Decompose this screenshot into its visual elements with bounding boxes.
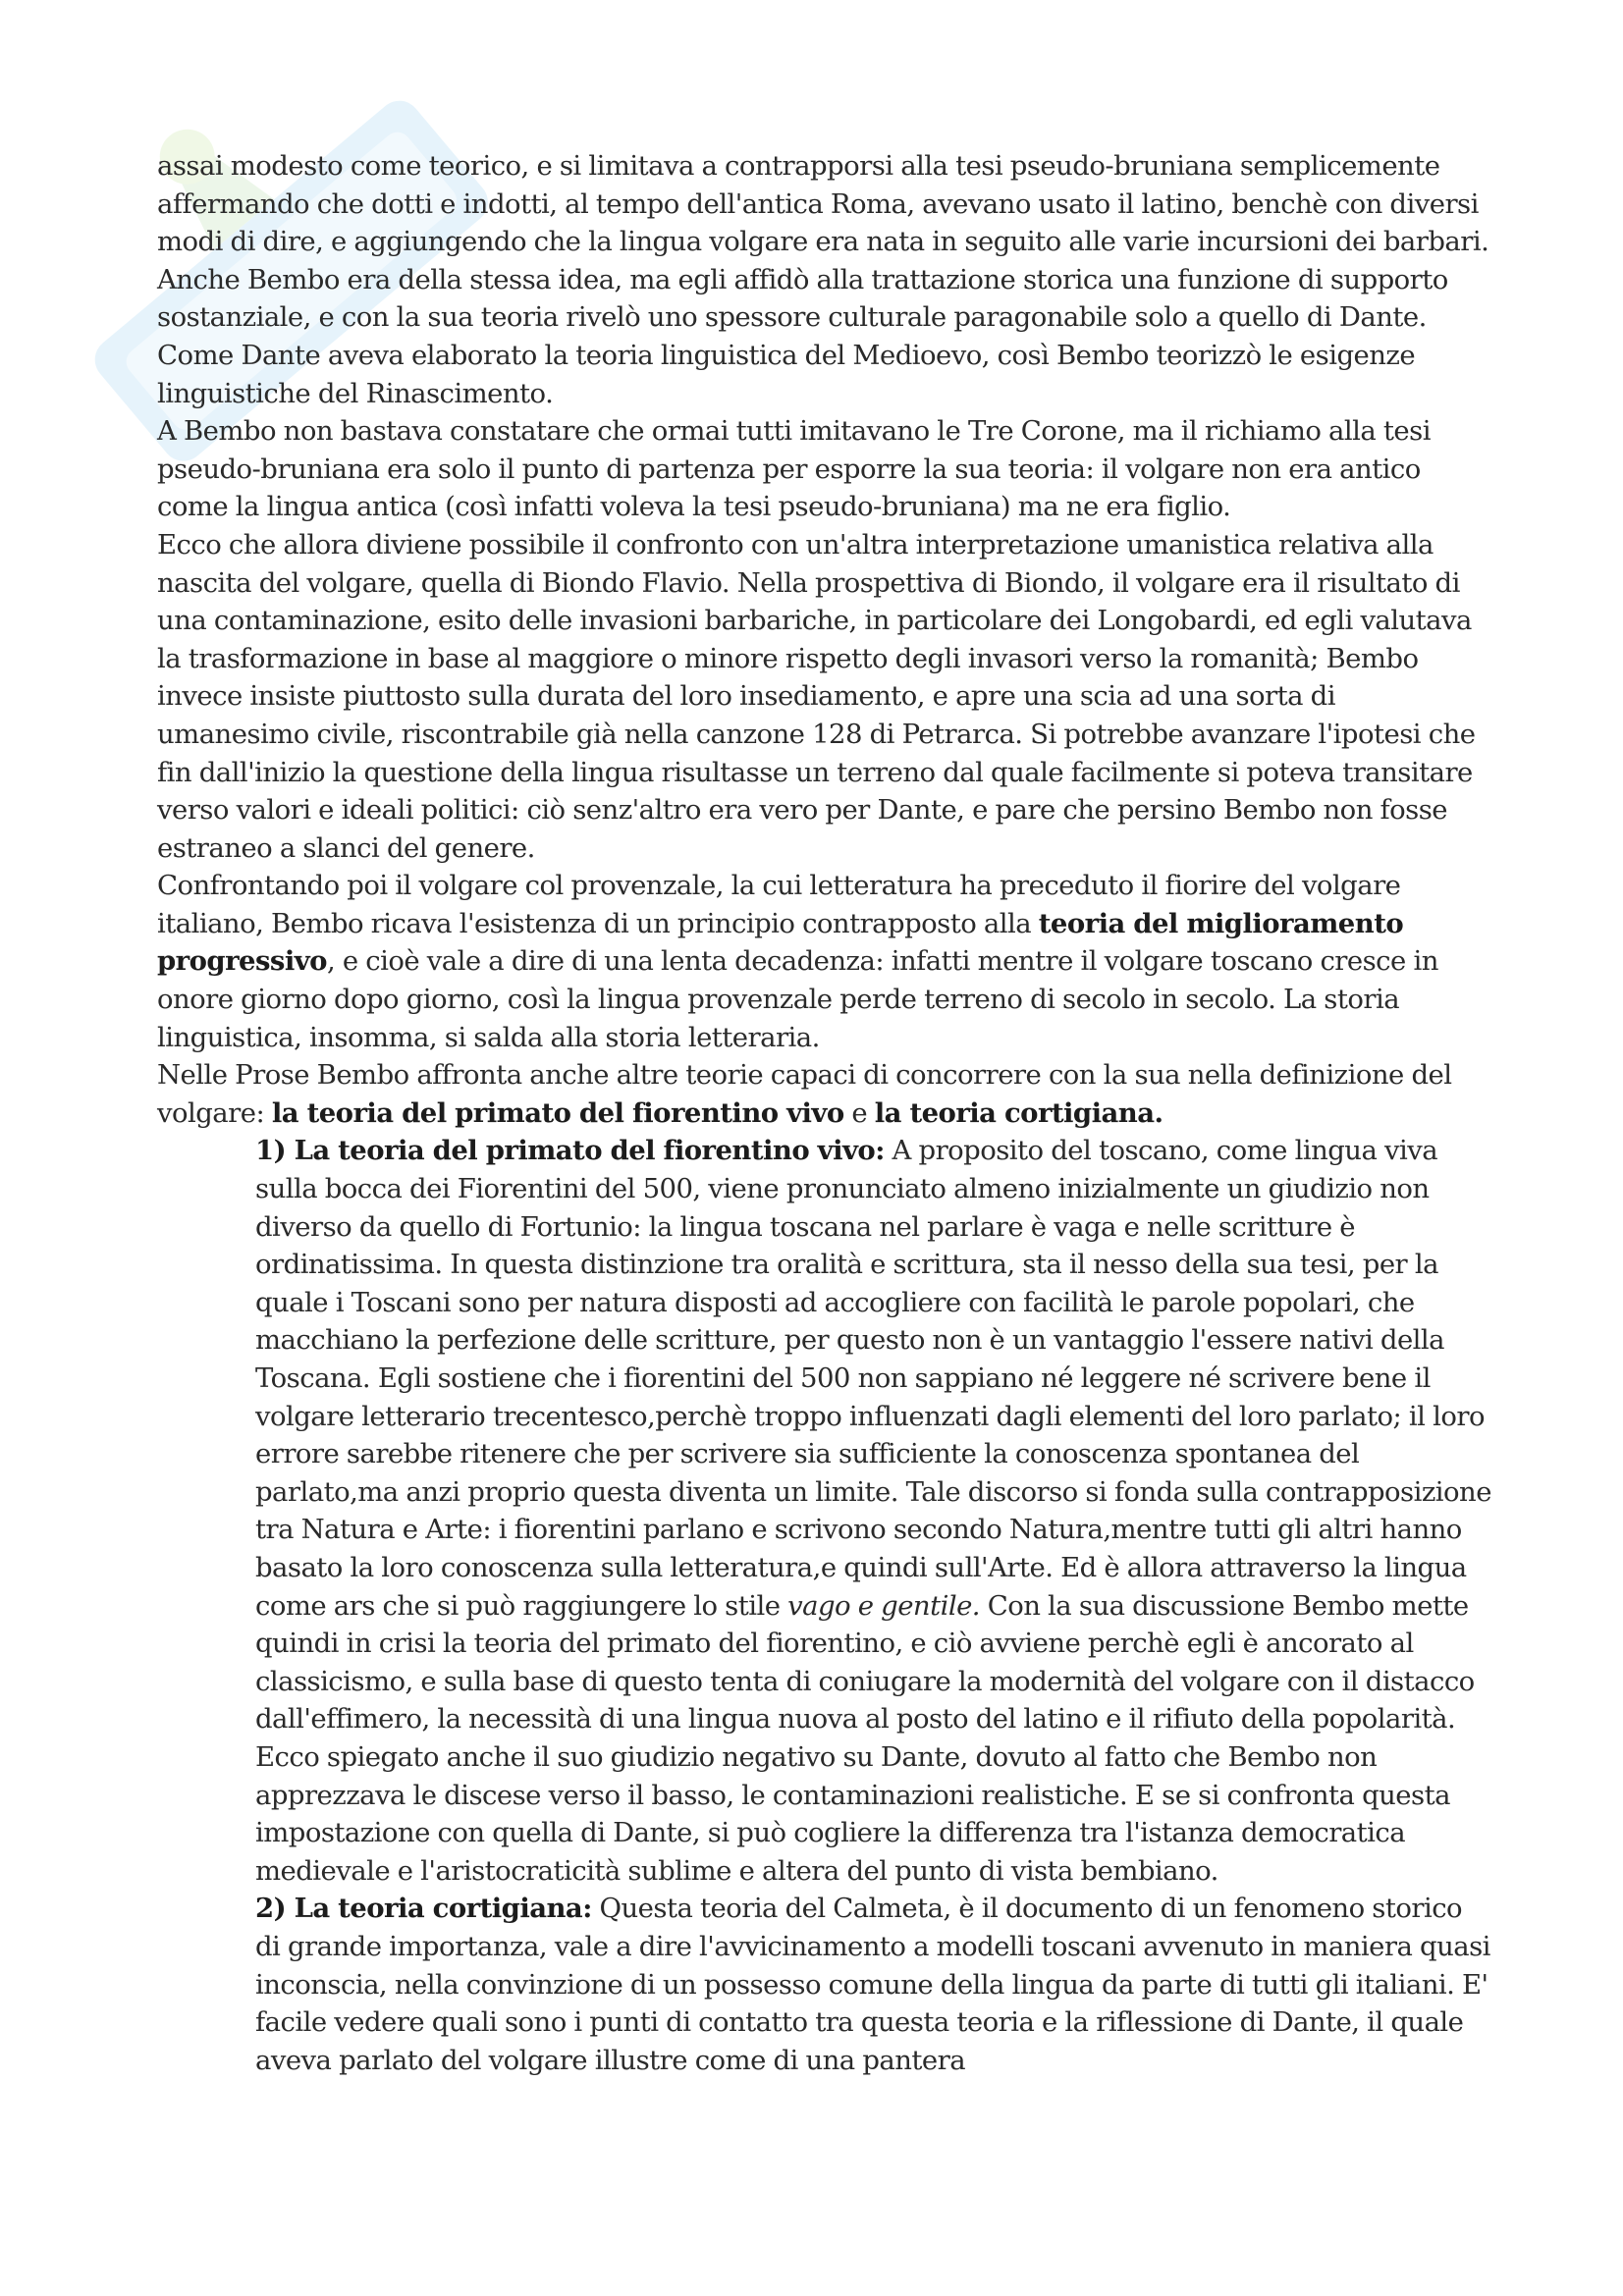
bold-term: la teoria del primato del fiorentino vivo <box>271 1096 844 1129</box>
paragraph: assai modesto come teorico, e si limitava a contrapporsi alla tesi pseudo-bruniana semplicemente affermando che dotti e indotti, al tempo dell'antica Roma, avevano usato il latino, benchè con diversi modi di dire, e aggiungendo che la lingua volgare era nata in seguito alle varie incursioni dei barbari. Anche Bembo era della stessa idea, ma egli affidò alla trattazione storica una funzione di supporto sostanziale, e con la sua teoria rivelò uno spessore culturale paragonabile solo a quello di Dante. Come Dante aveva elaborato la teoria linguistica del Medioevo, così Bembo teorizzò le esigenze linguistiche del Rinascimento. <box>157 150 1489 409</box>
bold-term: teoria del miglioramento progressivo <box>157 907 1404 978</box>
paragraph: Ecco che allora diviene possibile il confronto con un'altra interpretazione umanistica relativa alla nascita del volgare, quella di Biondo Flavio. Nella prospettiva di Biondo, il volgare era il risultato di una contaminazione, esito delle invasioni barbariche, in particolare dei Longobardi, ed egli valutava la trasformazione in base al maggiore o minore rispetto degli invasori verso la romanità; Bembo invece insiste piuttosto sulla durata del loro insediamento, e apre una scia ad una sorta di umanesimo civile, riscontrabile già nella canzone 128 di Petrarca. Si potrebbe avanzare l'ipotesi che fin dall'inizio la questione della lingua risultasse un terreno dal quale facilmente si poteva transitare verso valori e ideali politici: ciò senz'altro era vero per Dante, e pare che persino Bembo non fosse estraneo a slanci del genere. <box>157 528 1476 864</box>
item-heading: 1) La teoria del primato del fiorentino vivo: <box>255 1135 885 1167</box>
bold-term: la teoria cortigiana. <box>874 1096 1163 1129</box>
document-page <box>157 147 1492 2079</box>
item-heading: 2) La teoria cortigiana: <box>255 1893 592 1925</box>
paragraph: Nelle Prose Bembo affronta anche altre teorie capaci di concorrere con la sua nella definizione del volgare: la teoria del primato del fiorentino vivo e la teoria cortigiana. <box>157 1059 1452 1129</box>
paragraph: A Bembo non bastava constatare che ormai tutti imitavano le Tre Corone, ma il richiamo alla tesi pseudo-bruniana era solo il punto di partenza per esporre la sua teoria: il volgare non era antico come la lingua antica (così infatti voleva la tesi pseudo-bruniana) ma ne era figlio. <box>157 415 1431 523</box>
list-item: 2) La teoria cortigiana: Questa teoria del Calmeta, è il documento di un fenomeno storico di grande importanza, vale a dire l'avvicinamento a modelli toscani avvenuto in maniera quasi inconscia, nella convinzione di un possesso comune della lingua da parte di tutti gli italiani. E' facile vedere quali sono i punti di contatto tra questa teoria e la riflessione di Dante, il quale aveva parlato del volgare illustre come di una pantera <box>255 1893 1490 2076</box>
italic-term: vago e gentile. <box>787 1589 981 1622</box>
paragraph: Confrontando poi il volgare col provenzale, la cui letteratura ha preceduto il fiorire del volgare italiano, Bembo ricava l'esistenza di un principio contrapposto alla teoria del miglioramento progressivo, e cioè vale a dire di una lenta decadenza: infatti mentre il volgare toscano cresce in onore giorno dopo giorno, così la lingua provenzale perde terreno di secolo in secolo. La storia linguistica, insomma, si salda alla storia letteraria. <box>157 870 1438 1053</box>
list-item: 1) La teoria del primato del fiorentino vivo: A proposito del toscano, come lingua viva sulla bocca dei Fiorentini del 500, viene pronunciato almeno inizialmente un giudizio non diverso da quello di Fortunio: la lingua toscana nel parlare è vaga e nelle scritture è ordinatissima. In questa distinzione tra oralità e scrittura, sta il nesso della sua tesi, per la quale i Toscani sono per natura disposti ad accogliere con facilità le parole popolari, che macchiano la perfezione delle scritture, per questo non è un vantaggio l'essere nativi della Toscana. Egli sostiene che i fiorentini del 500 non sappiano né leggere né scrivere bene il volgare letterario trecentesco,perchè troppo influenzati dagli elementi del loro parlato; il loro errore sarebbe ritenere che per scrivere sia sufficiente la conoscenza spontanea del parlato,ma anzi proprio questa diventa un limite. Tale discorso si fonda sulla contrapposizione tra Natura e Arte: i fiorentini parlano e scrivono secondo Natura,mentre tutti gli altri hanno basato la loro conoscenza sulla letteratura,e quindi sull'Arte. Ed è allora attraverso la lingua come ars che si può raggiungere lo stile vago e gentile. Con la sua discussione Bembo mette quindi in crisi la teoria del primato del fiorentino, e ciò avviene perchè egli è ancorato al classicismo, e sulla base di questo tenta di coniugare la modernità del volgare con il distacco dall'effimero, la necessità di una lingua nuova al posto del latino e il rifiuto della popolarità. Ecco spiegato anche il suo giudizio negativo su Dante, dovuto al fatto che Bembo non apprezzava le discese verso il basso, le contaminazioni realistiche. E se si confronta questa impostazione con quella di Dante, si può cogliere la differenza tra l'istanza democratica medievale e l'aristocraticità sublime e altera del punto di vista bembiano. <box>255 1135 1491 1887</box>
